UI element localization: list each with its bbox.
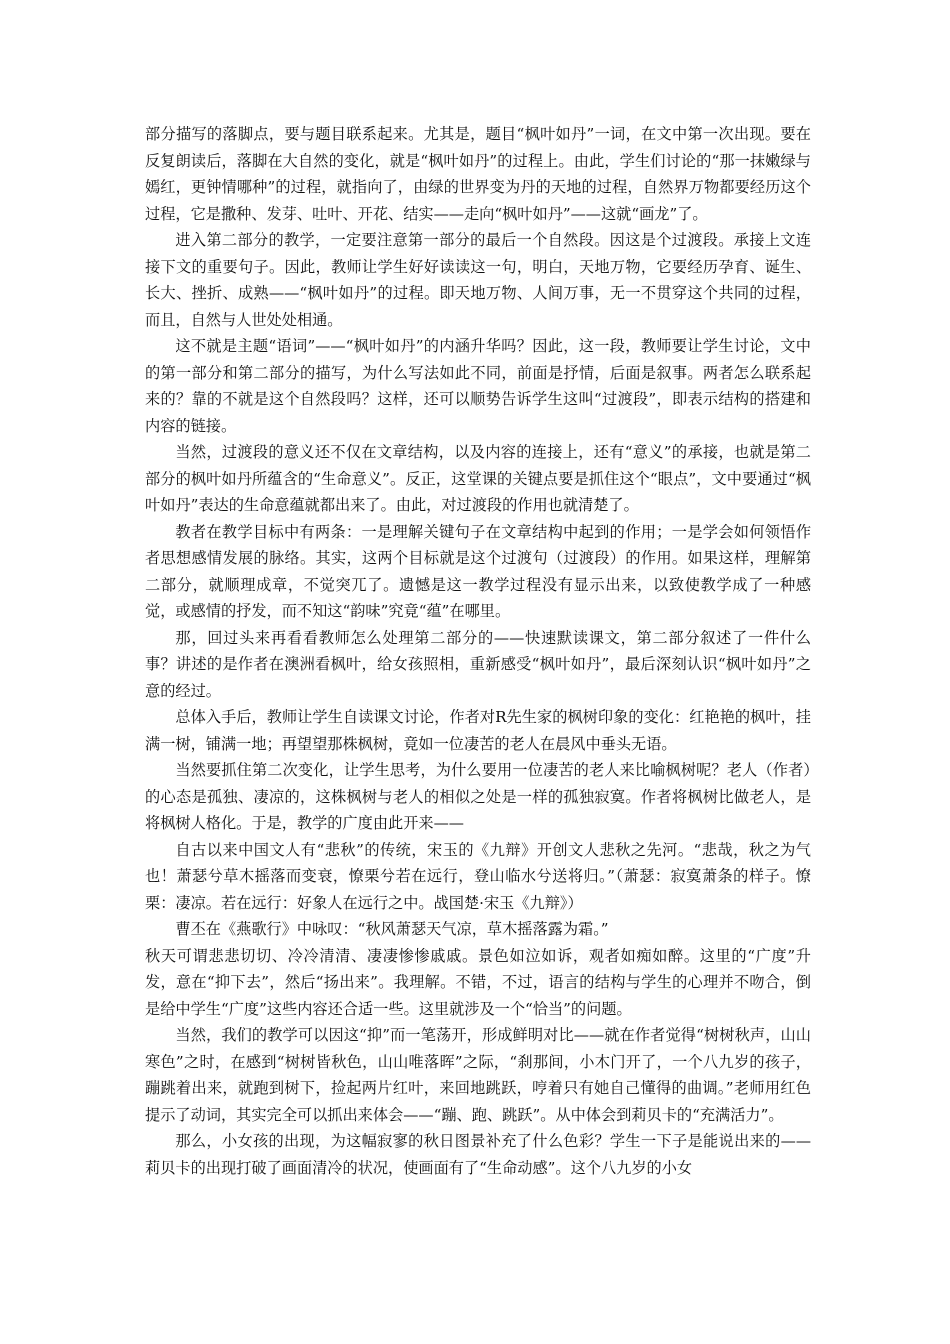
paragraph: 这不就是主题“语词”——“枫叶如丹”的内涵升华吗？因此，这一段，教师要让学生讨论，文中的第一部分和第二部分的描写，为什么写法如此不同，前面是抒情，后面是叙事。两者怎么联系起来的？靠的不就是这个自然段吗？这样，还可以顺势告诉学生这叫“过渡段”，即表示结构的搭建和内容的链接。 xyxy=(145,337,811,435)
paragraph-quote: 自古以来中国文人有“悲秋”的传统，宋玉的《九辩》开创文人悲秋之先河。“悲哉，秋之为气也！萧瑟兮草木摇落而变衰，憭栗兮若在远行，登山临水兮送将归。”（萧瑟：寂寞萧条的样子。憭栗：凄凉。若在远行：好象人在远行之中。战国楚·宋玉《九辩》） xyxy=(145,840,811,912)
paragraph: 当然要抓住第二次变化，让学生思考，为什么要用一位凄苦的老人来比喻枫树呢？老人（作者）的心态是孤独、凄凉的，这株枫树与老人的相似之处是一样的孤独寂寞。作者将枫树比做老人，是将枫树人格化。于是，教学的广度由此开来—— xyxy=(145,761,811,832)
paragraph: 教者在教学目标中有两条：一是理解关键句子在文章结构中起到的作用；一是学会如何领悟作者思想感情发展的脉络。其实，这两个目标就是这个过渡句（过渡段）的作用。如果这样，理解第二部分，就顺理成章，不觉突兀了。遗憾是这一教学过程没有显示出来，以致使教学成了一种感觉，或感情的抒发，而不知这“韵味”究竟“蕴”在哪里。 xyxy=(145,522,811,620)
paragraph: 总体入手后，教师让学生自读课文讨论，作者对R先生家的枫树印象的变化：红艳艳的枫叶，挂满一树，铺满一地；再望望那株枫树，竟如一位凄苦的老人在晨风中垂头无语。 xyxy=(145,708,811,753)
paragraph: 那么，小女孩的出现，为这幅寂寥的秋日图景补充了什么色彩？学生一下子是能说出来的——莉贝卡的出现打破了画面清冷的状况，使画面有了“生命动感”。这个八九岁的小女 xyxy=(145,1132,811,1177)
document-body xyxy=(145,121,811,1181)
paragraph: 进入第二部分的教学，一定要注意第一部分的最后一个自然段。因这是个过渡段。承接上文连接下文的重要句子。因此，教师让学生好好读读这一句，明白，天地万物，它要经历孕育、诞生、长大、挫折、成熟——“枫叶如丹”的过程。即天地万物、人间万事，无一不贯穿这个共同的过程，而且，自然与人世处处相通。 xyxy=(145,231,811,329)
paragraph: 当然，我们的教学可以因这“抑”而一笔荡开，形成鲜明对比——就在作者觉得“树树秋声，山山寒色”之时，在感到“树树皆秋色，山山唯落晖”之际，“刹那间，小木门开了，一个八九岁的孩子，蹦跳着出来，就跑到树下，捡起两片红叶，来回地跳跃，哼着只有她自己懂得的曲调。”老师用红色提示了动词，其实完全可以抓出来体会——“蹦、跑、跳跃”。从中体会到莉贝卡的“充满活力”。 xyxy=(145,1026,811,1124)
paragraph: 那，回过头来再看看教师怎么处理第二部分的——快速默读课文，第二部分叙述了一件什么事？讲述的是作者在澳洲看枫叶，给女孩照相，重新感受“枫叶如丹”，最后深刻认识“枫叶如丹”之意的经过。 xyxy=(145,628,811,700)
paragraph: 秋天可谓悲悲切切、冷冷清清、凄凄惨惨戚戚。景色如泣如诉，观者如痴如醉。这里的“广度”升发，意在“抑下去”，然后“扬出来”。我理解。不错，不过，语言的结构与学生的心理并不吻合，倒是给中学生“广度”这些内容还合适一些。这里就涉及一个“恰当”的问题。 xyxy=(145,946,811,1018)
paragraph-quote: 曹丕在《燕歌行》中咏叹：“秋风萧瑟天气凉，草木摇落露为霜。” xyxy=(175,920,609,938)
paragraph: 当然，过渡段的意义还不仅在文章结构，以及内容的连接上，还有“意义”的承接，也就是第二部分的枫叶如丹所蕴含的“生命意义”。反正，这堂课的关键点要是抓住这个“眼点”，文中要通过“枫叶如丹”表达的生命意蕴就都出来了。由此，对过渡段的作用也就清楚了。 xyxy=(145,443,811,514)
paragraph-continued: 部分描写的落脚点，要与题目联系起来。尤其是，题目“枫叶如丹”一词，在文中第一次出现。要在反复朗读后，落脚在大自然的变化，就是“枫叶如丹”的过程上。由此，学生们讨论的“那一抹嫩绿与嫣红，更钟情哪种”的过程，就指向了，由绿的世界变为丹的天地的过程，自然界万物都要经历这个过程，它是撒种、发芽、吐叶、开花、结实——走向“枫叶如丹”——这就“画龙”了。 xyxy=(145,125,811,223)
